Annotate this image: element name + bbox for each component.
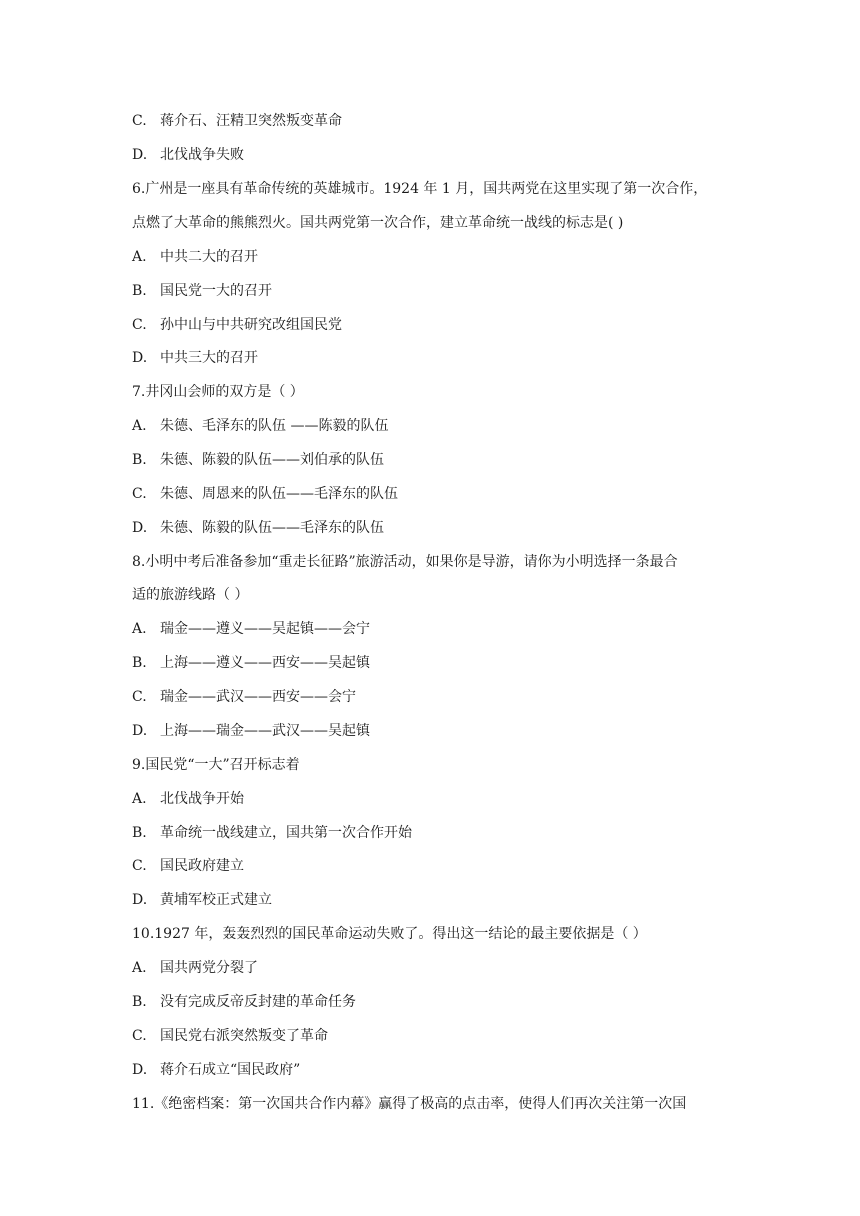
option-letter: B.	[132, 452, 147, 468]
option-text: 北伐战争开始	[160, 791, 244, 807]
option-text: 瑞金——遵义——吴起镇——会宁	[160, 621, 370, 637]
option-text: 上海——瑞金——武汉——吴起镇	[160, 723, 370, 739]
option-letter: D.	[132, 520, 148, 536]
q6-option-d	[132, 348, 258, 368]
q9-stem: 9.国民党“一大”召开标志着	[132, 757, 300, 773]
option-letter: C.	[132, 1028, 147, 1044]
option-text: 国民党一大的召开	[160, 283, 272, 299]
q7-option-a	[132, 416, 388, 436]
option-text: 革命统一战线建立，国共第一次合作开始	[160, 825, 412, 841]
option-letter: D.	[132, 350, 148, 366]
q6-option-b	[132, 281, 272, 301]
option-text: 瑞金——武汉——西安——会宁	[160, 689, 356, 705]
q5-option-d	[132, 145, 244, 165]
option-letter: C.	[132, 317, 147, 333]
q10-option-d	[132, 1060, 300, 1080]
q8-stem-line1: 8.小明中考后准备参加“重走长征路”旅游活动，如果你是导游，请你为小明选择一条最合	[132, 554, 678, 570]
q9-option-b	[132, 823, 412, 843]
q10-option-c	[132, 1026, 328, 1046]
q5-option-c	[132, 111, 342, 131]
option-text: 朱德、陈毅的队伍——刘伯承的队伍	[160, 452, 384, 468]
q6-option-a	[132, 247, 258, 267]
option-text: 朱德、陈毅的队伍——毛泽东的队伍	[160, 520, 384, 536]
q8-option-a	[132, 619, 370, 639]
q10-option-a	[132, 958, 258, 978]
option-letter: D.	[132, 1062, 148, 1078]
q9-option-a	[132, 789, 244, 809]
option-text: 蒋介石成立“国民政府”	[160, 1062, 301, 1078]
option-letter: B.	[132, 655, 147, 671]
option-letter: A.	[132, 621, 147, 637]
q7-stem: 7.井冈山会师的双方是（ ）	[132, 384, 304, 400]
option-letter: C.	[132, 858, 147, 874]
option-letter: C.	[132, 689, 147, 705]
q9-option-d	[132, 890, 272, 910]
option-text: 中共二大的召开	[160, 249, 258, 265]
option-text: 孙中山与中共研究改组国民党	[160, 317, 342, 333]
option-text: 北伐战争失败	[160, 147, 244, 163]
q6-option-c	[132, 315, 342, 335]
q8-option-c	[132, 687, 356, 707]
q10-stem: 10.1927 年，轰轰烈烈的国民革命运动失败了。得出这一结论的最主要依据是（ ）	[132, 926, 647, 942]
option-letter: D.	[132, 147, 148, 163]
q9-option-c	[132, 856, 244, 876]
option-text: 朱德、毛泽东的队伍 ——陈毅的队伍	[160, 418, 389, 434]
option-letter: A.	[132, 249, 147, 265]
option-text: 黄埔军校正式建立	[160, 892, 272, 908]
q8-stem-line2: 适的旅游线路（ ）	[132, 587, 249, 603]
option-letter: A.	[132, 960, 147, 976]
option-letter: C.	[132, 113, 147, 129]
q7-option-b	[132, 450, 384, 470]
option-text: 上海——遵义——西安——吴起镇	[160, 655, 370, 671]
option-letter: D.	[132, 723, 148, 739]
option-letter: A.	[132, 791, 147, 807]
option-text: 国民党右派突然叛变了革命	[160, 1028, 328, 1044]
q7-option-d	[132, 518, 384, 538]
option-letter: B.	[132, 825, 147, 841]
q6-stem-line2: 点燃了大革命的熊熊烈火。国共两党第一次合作，建立革命统一战线的标志是( )	[132, 215, 624, 231]
option-letter: B.	[132, 994, 147, 1010]
option-letter: A.	[132, 418, 147, 434]
option-text: 国共两党分裂了	[160, 960, 258, 976]
option-letter: D.	[132, 892, 148, 908]
q7-option-c	[132, 484, 398, 504]
q11-stem-line1: 11.《绝密档案：第一次国共合作内幕》赢得了极高的点击率，使得人们再次关注第一次国	[132, 1096, 687, 1112]
option-text: 朱德、周恩来的队伍——毛泽东的队伍	[160, 486, 398, 502]
option-letter: B.	[132, 283, 147, 299]
q8-option-d	[132, 721, 370, 741]
q6-stem-line1: 6.广州是一座具有革命传统的英雄城市。1924 年 1 月，国共两党在这里实现了第一次合作，	[132, 181, 708, 197]
q10-option-b	[132, 992, 356, 1012]
option-text: 国民政府建立	[160, 858, 244, 874]
option-text: 中共三大的召开	[160, 350, 258, 366]
option-text: 没有完成反帝反封建的革命任务	[160, 994, 356, 1010]
q8-option-b	[132, 653, 370, 673]
option-letter: C.	[132, 486, 147, 502]
option-text: 蒋介石、汪精卫突然叛变革命	[160, 113, 342, 129]
